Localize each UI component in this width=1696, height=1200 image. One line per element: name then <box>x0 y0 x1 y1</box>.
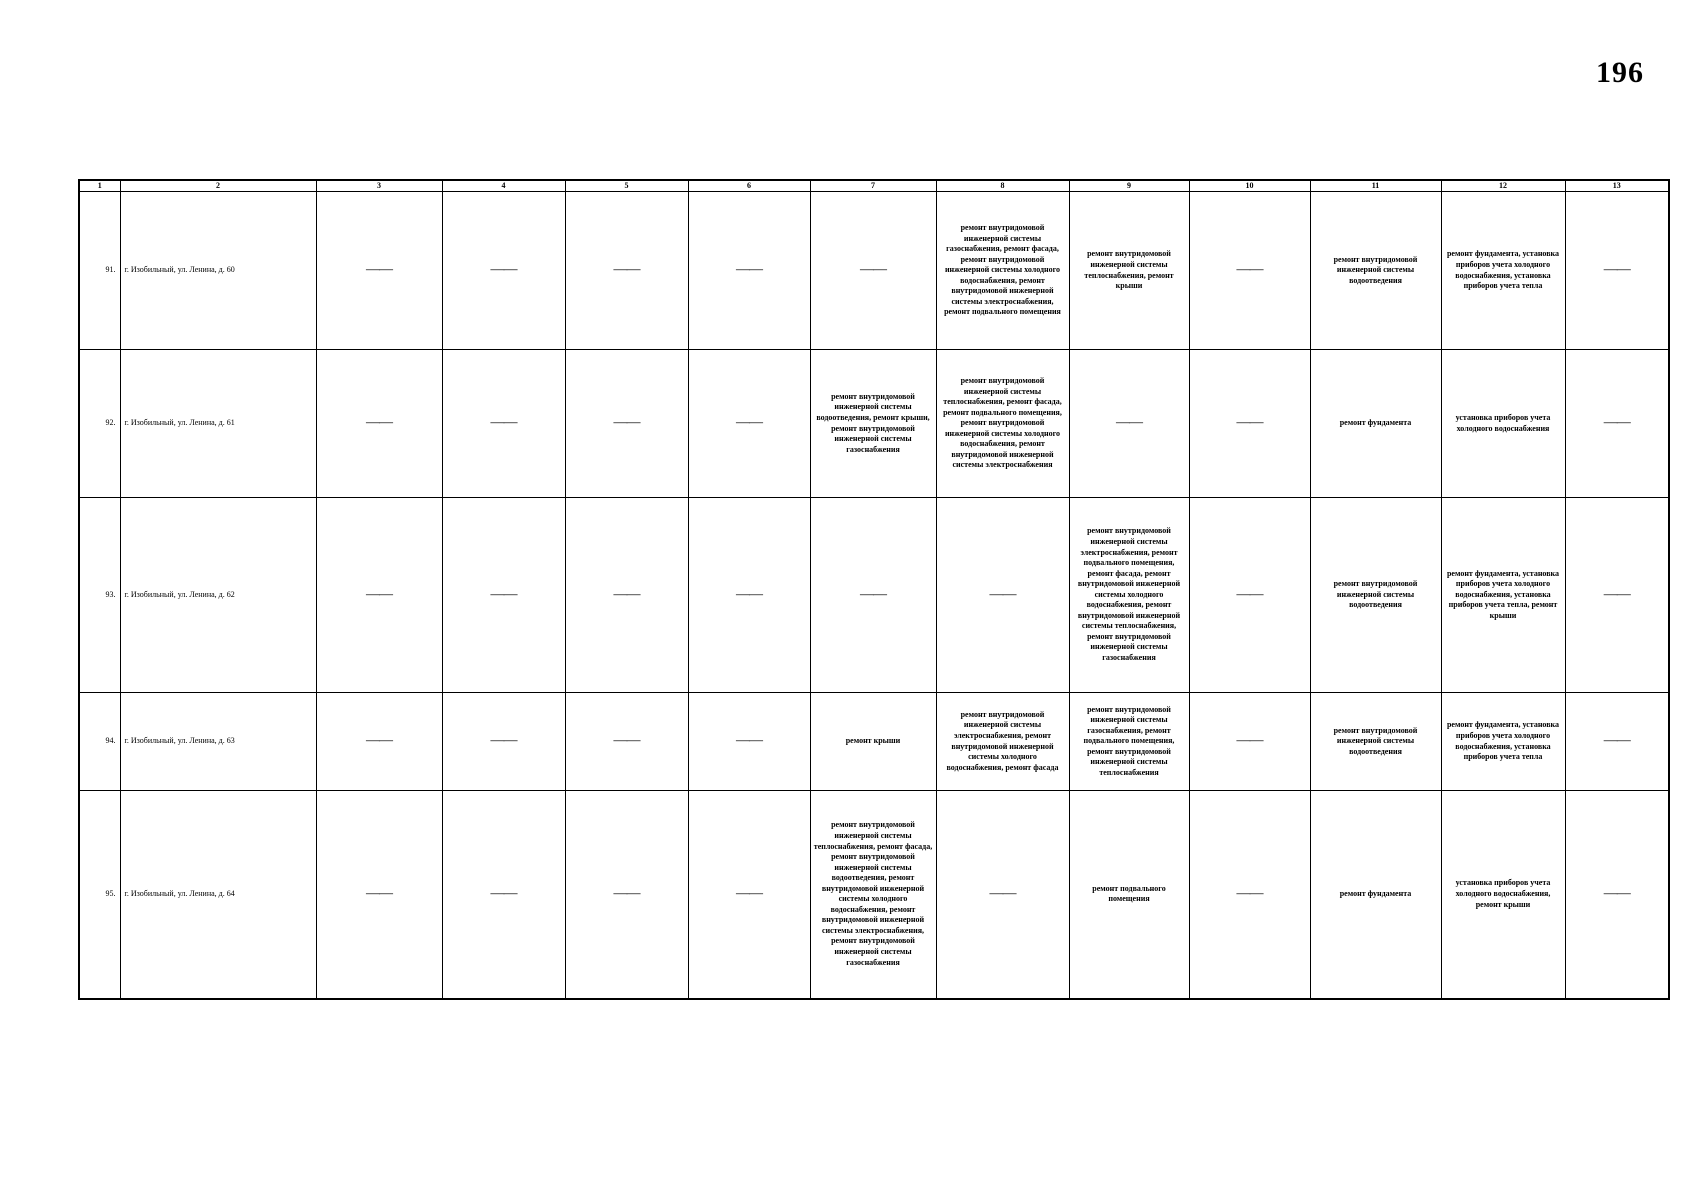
row-number: 93. <box>79 498 120 693</box>
table-cell: —— <box>936 498 1069 693</box>
column-header: 7 <box>810 180 936 192</box>
table-cell: ремонт внутридомовой инженерной системы водоотведения <box>1310 498 1441 693</box>
repair-schedule-table <box>78 179 1670 1000</box>
table-cell: —— <box>565 791 688 999</box>
address-cell: г. Изобильный, ул. Ленина, д. 64 <box>120 791 316 999</box>
table-row <box>79 498 1669 693</box>
table-cell: —— <box>1189 693 1310 791</box>
table-cell: —— <box>688 791 810 999</box>
table-cell: —— <box>316 192 442 350</box>
table-cell: ремонт внутридомовой инженерной системы теплоснабжения, ремонт крыши <box>1069 192 1189 350</box>
table-cell: ремонт внутридомовой инженерной системы водоотведения, ремонт крыши, ремонт внутридомовой инженерной системы газоснабжения <box>810 350 936 498</box>
column-header: 11 <box>1310 180 1441 192</box>
column-header: 1 <box>79 180 120 192</box>
table-cell: ремонт внутридомовой инженерной системы газоснабжения, ремонт фасада, ремонт внутридомовой инженерной системы холодного водоснабжения, ремонт внутридомовой инженерной системы электроснабжения, ремонт подвального помещения <box>936 192 1069 350</box>
column-header: 2 <box>120 180 316 192</box>
table-cell: —— <box>442 791 565 999</box>
table-cell: —— <box>1565 192 1669 350</box>
table-cell: ремонт фундамента <box>1310 791 1441 999</box>
table-cell: ремонт фундамента <box>1310 350 1441 498</box>
table-cell: —— <box>688 693 810 791</box>
column-header: 8 <box>936 180 1069 192</box>
table-cell: ремонт фундамента, установка приборов учета холодного водоснабжения, установка приборов учета тепла <box>1441 192 1565 350</box>
table-cell: —— <box>1565 693 1669 791</box>
table-cell: —— <box>688 350 810 498</box>
table-cell: —— <box>316 791 442 999</box>
table-cell: —— <box>442 350 565 498</box>
table-row <box>79 693 1669 791</box>
page-number: 196 <box>1596 56 1644 89</box>
table-cell: —— <box>442 498 565 693</box>
table-cell: установка приборов учета холодного водоснабжения, ремонт крыши <box>1441 791 1565 999</box>
column-number-row <box>79 180 1669 192</box>
table-cell: —— <box>1565 350 1669 498</box>
column-header: 9 <box>1069 180 1189 192</box>
column-header: 4 <box>442 180 565 192</box>
table-cell: —— <box>316 498 442 693</box>
table-cell: ремонт подвального помещения <box>1069 791 1189 999</box>
table-cell: —— <box>1189 192 1310 350</box>
address-cell: г. Изобильный, ул. Ленина, д. 61 <box>120 350 316 498</box>
table-cell: —— <box>1069 350 1189 498</box>
table-cell: ремонт внутридомовой инженерной системы электроснабжения, ремонт подвального помещения, ремонт фасада, ремонт внутридомовой инженерной системы холодного водоснабжения, ремонт внутридомовой инженерной системы теплоснабжения, ремонт внутридомовой инженерной системы газоснабжения <box>1069 498 1189 693</box>
row-number: 94. <box>79 693 120 791</box>
table-cell: —— <box>1189 791 1310 999</box>
column-header: 6 <box>688 180 810 192</box>
row-number: 91. <box>79 192 120 350</box>
table-cell: ремонт фундамента, установка приборов учета холодного водоснабжения, установка приборов учета тепла <box>1441 693 1565 791</box>
table-cell: ремонт внутридомовой инженерной системы газоснабжения, ремонт подвального помещения, ремонт внутридомовой инженерной системы теплоснабжения <box>1069 693 1189 791</box>
table-cell: —— <box>565 693 688 791</box>
table-cell: —— <box>810 498 936 693</box>
table-cell: —— <box>316 693 442 791</box>
address-cell: г. Изобильный, ул. Ленина, д. 60 <box>120 192 316 350</box>
column-header: 10 <box>1189 180 1310 192</box>
table-cell: установка приборов учета холодного водоснабжения <box>1441 350 1565 498</box>
address-cell: г. Изобильный, ул. Ленина, д. 62 <box>120 498 316 693</box>
table-cell: ремонт внутридомовой инженерной системы теплоснабжения, ремонт фасада, ремонт внутридомовой инженерной системы водоотведения, ремонт внутридомовой инженерной системы холодного водоснабжения, ремонт внутридомовой инженерной системы электроснабжения, ремонт внутридомовой инженерной системы газоснабжения <box>810 791 936 999</box>
table-cell: —— <box>688 498 810 693</box>
table-row <box>79 192 1669 350</box>
table-cell: —— <box>1189 498 1310 693</box>
table-cell: ремонт внутридомовой инженерной системы водоотведения <box>1310 693 1441 791</box>
table-cell: —— <box>565 350 688 498</box>
column-header: 12 <box>1441 180 1565 192</box>
table-cell: —— <box>1189 350 1310 498</box>
table-cell: ремонт фундамента, установка приборов учета холодного водоснабжения, установка приборов учета тепла, ремонт крыши <box>1441 498 1565 693</box>
row-number: 95. <box>79 791 120 999</box>
column-header: 3 <box>316 180 442 192</box>
table-cell: —— <box>316 350 442 498</box>
table-cell: —— <box>442 693 565 791</box>
column-header: 5 <box>565 180 688 192</box>
table-cell: ремонт внутридомовой инженерной системы электроснабжения, ремонт внутридомовой инженерной системы холодного водоснабжения, ремонт фасада <box>936 693 1069 791</box>
table-cell: —— <box>1565 498 1669 693</box>
table-cell: —— <box>810 192 936 350</box>
table-cell: —— <box>688 192 810 350</box>
table-row <box>79 350 1669 498</box>
table-cell: —— <box>442 192 565 350</box>
column-header: 13 <box>1565 180 1669 192</box>
table-cell: —— <box>936 791 1069 999</box>
table-cell: —— <box>565 498 688 693</box>
table-cell: ремонт внутридомовой инженерной системы теплоснабжения, ремонт фасада, ремонт подвального помещения, ремонт внутридомовой инженерной системы холодного водоснабжения, ремонт внутридомовой инженерной системы электроснабжения <box>936 350 1069 498</box>
row-number: 92. <box>79 350 120 498</box>
table-cell: ремонт крыши <box>810 693 936 791</box>
table-cell: —— <box>1565 791 1669 999</box>
table-cell: —— <box>565 192 688 350</box>
table-cell: ремонт внутридомовой инженерной системы водоотведения <box>1310 192 1441 350</box>
address-cell: г. Изобильный, ул. Ленина, д. 63 <box>120 693 316 791</box>
table-row <box>79 791 1669 999</box>
